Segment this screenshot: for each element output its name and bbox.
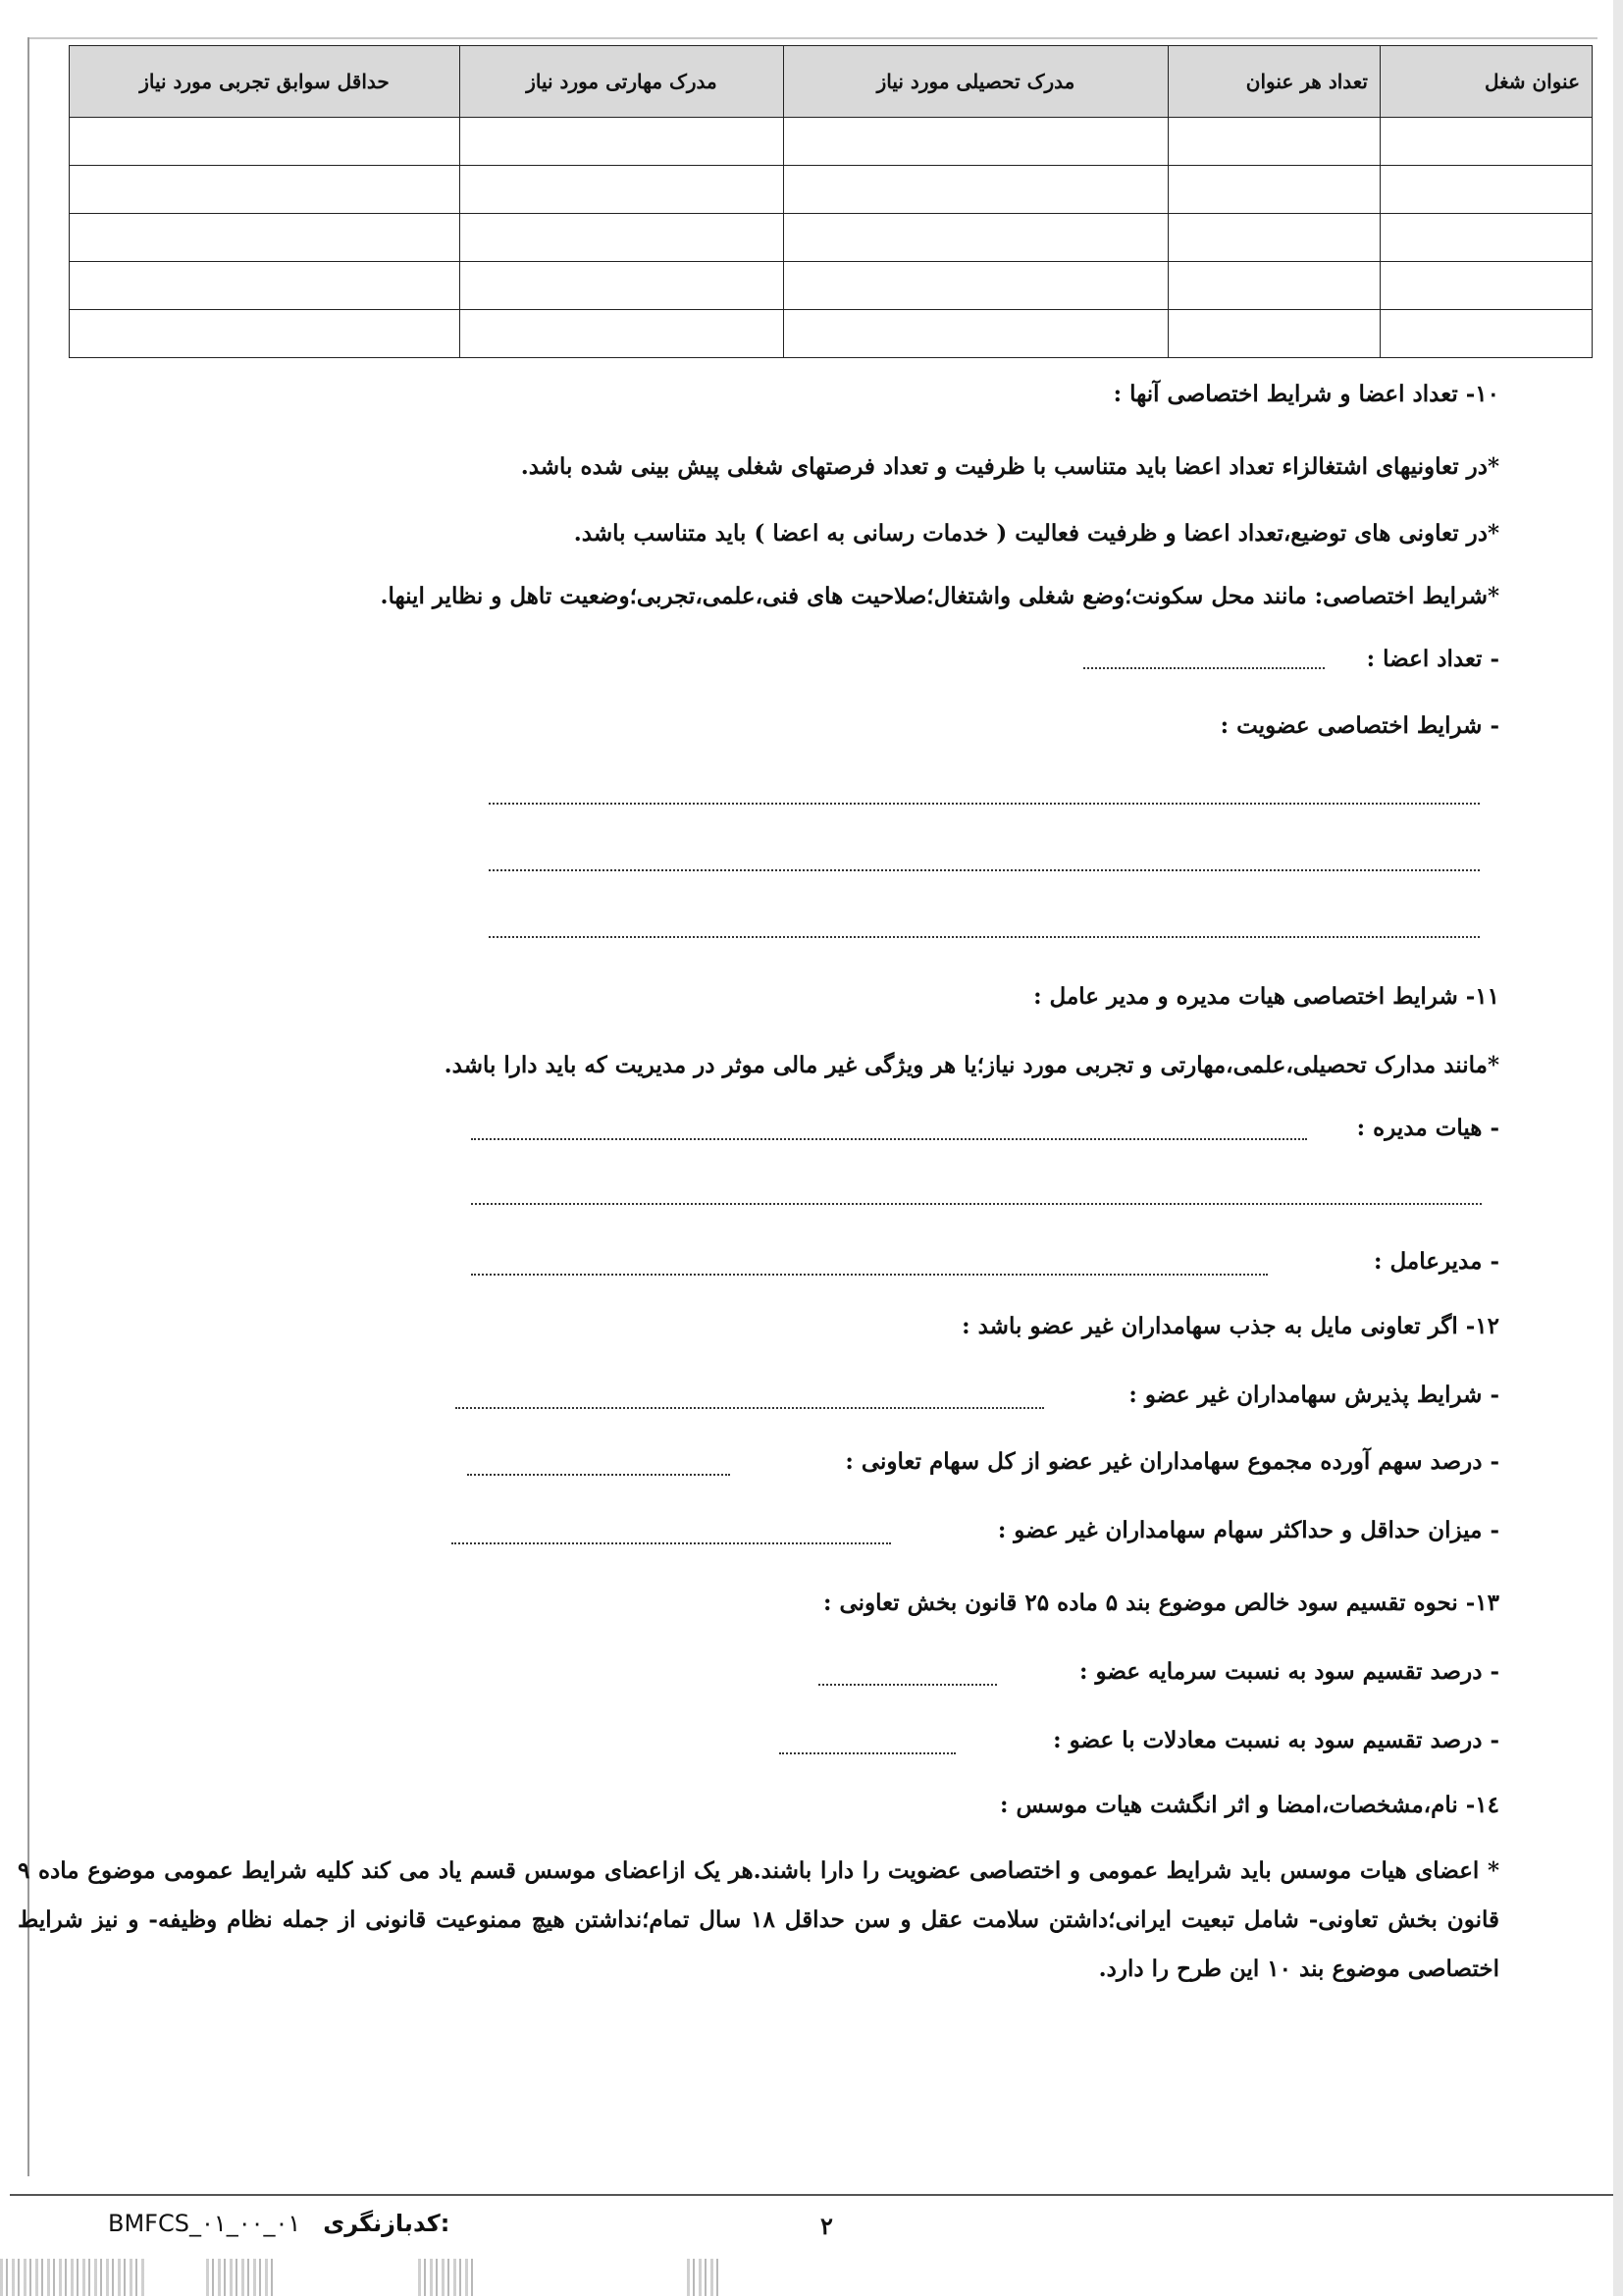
cell-skill[interactable] xyxy=(460,118,784,166)
cell-skill[interactable] xyxy=(460,166,784,214)
cell-experience[interactable] xyxy=(70,214,460,262)
cell-experience[interactable] xyxy=(70,310,460,358)
board-field-line-2[interactable] xyxy=(471,1203,1482,1205)
profit-by-transactions-field[interactable] xyxy=(779,1752,956,1754)
scan-artifact-mid-right xyxy=(687,2259,722,2296)
page-frame-top xyxy=(27,37,1597,39)
cell-education[interactable] xyxy=(784,214,1169,262)
board-label: - هیات مدیره : xyxy=(1356,1115,1499,1141)
revision-code-label: کدبازنگری: xyxy=(323,2210,450,2237)
scan-artifact-mid xyxy=(418,2259,477,2296)
membership-conditions-line-2[interactable] xyxy=(489,869,1480,871)
cell-count[interactable] xyxy=(1169,310,1381,358)
page-number: ۲ xyxy=(820,2212,833,2240)
cell-count[interactable] xyxy=(1169,262,1381,310)
table-row xyxy=(70,310,1593,358)
board-field[interactable] xyxy=(471,1138,1307,1140)
scan-artifact-left xyxy=(0,2259,147,2296)
cell-experience[interactable] xyxy=(70,118,460,166)
cell-education[interactable] xyxy=(784,262,1169,310)
revision-code xyxy=(108,2210,449,2237)
header-job-title: عنوان شغل xyxy=(1381,46,1593,118)
section-10-note-1: *در تعاونیهای اشتغالزاء تعداد اعضا باید متناسب با ظرفیت و تعداد فرصتهای شغلی پیش بینی شده باشد. xyxy=(520,453,1499,480)
section-10-note-2: *در تعاونی های توضیع،تعداد اعضا و ظرفیت فعالیت ( خدمات رسانی به اعضا ) باید متناسب باشد. xyxy=(573,520,1499,547)
profit-by-capital-label: - درصد تقسیم سود به نسبت سرمایه عضو : xyxy=(1079,1658,1499,1685)
table-row xyxy=(70,262,1593,310)
cell-skill[interactable] xyxy=(460,214,784,262)
table-row xyxy=(70,118,1593,166)
cell-education[interactable] xyxy=(784,118,1169,166)
header-min-experience: حداقل سوابق تجربی مورد نیاز xyxy=(70,46,460,118)
non-member-share-percent-field[interactable] xyxy=(467,1474,730,1476)
cell-count[interactable] xyxy=(1169,214,1381,262)
section-10-title: ۱۰- تعداد اعضا و شرایط اختصاصی آنها : xyxy=(1113,381,1499,407)
membership-conditions-line-3[interactable] xyxy=(489,936,1480,938)
non-member-min-max-field[interactable] xyxy=(451,1542,891,1544)
non-member-admission-field[interactable] xyxy=(455,1407,1044,1409)
footer-divider xyxy=(10,2194,1613,2196)
header-required-skill-certificate: مدرک مهارتی مورد نیاز xyxy=(460,46,784,118)
membership-conditions-label: - شرایط اختصاصی عضویت : xyxy=(1220,712,1499,739)
table-row xyxy=(70,166,1593,214)
section-10-note-3: *شرایط اختصاصی: مانند محل سکونت؛وضع شغلی واشتغال؛صلاحیت های فنی،علمی،تجربی؛وضعیت تاهل و نظایر اینها. xyxy=(380,583,1499,609)
non-member-share-percent-label: - درصد سهم آورده مجموع سهامداران غیر عضو از کل سهام تعاونی : xyxy=(845,1448,1499,1475)
cell-experience[interactable] xyxy=(70,166,460,214)
cell-job-title[interactable] xyxy=(1381,118,1593,166)
cell-skill[interactable] xyxy=(460,310,784,358)
revision-code-value: BMFCS_۰۱_۰۰_۰۱ xyxy=(108,2210,301,2237)
section-11-note: *مانند مدارک تحصیلی،علمی،مهارتی و تجربی مورد نیاز؛یا هر ویژگی غیر مالی موثر در مدیریت که باید دارا باشد. xyxy=(444,1052,1499,1078)
membership-conditions-line-1[interactable] xyxy=(489,803,1480,805)
cell-job-title[interactable] xyxy=(1381,262,1593,310)
scan-edge xyxy=(1613,0,1623,2296)
table-row xyxy=(70,214,1593,262)
header-count-per-title: تعداد هر عنوان xyxy=(1169,46,1381,118)
section-14-title: ۱٤- نام،مشخصات،امضا و اثر انگشت هیات موسس : xyxy=(1000,1792,1499,1818)
header-required-education: مدرک تحصیلی مورد نیاز xyxy=(784,46,1169,118)
cell-experience[interactable] xyxy=(70,262,460,310)
profit-by-capital-field[interactable] xyxy=(818,1684,997,1686)
table-header-row xyxy=(70,46,1593,118)
cell-education[interactable] xyxy=(784,310,1169,358)
non-member-admission-label: - شرایط پذیرش سهامداران غیر عضو : xyxy=(1128,1382,1499,1408)
cell-count[interactable] xyxy=(1169,118,1381,166)
cell-job-title[interactable] xyxy=(1381,214,1593,262)
section-12-title: ۱۲- اگر تعاونی مایل به جذب سهامداران غیر عضو باشد : xyxy=(962,1313,1499,1339)
ceo-field[interactable] xyxy=(471,1274,1268,1276)
ceo-label: - مدیرعامل : xyxy=(1373,1248,1499,1275)
cell-education[interactable] xyxy=(784,166,1169,214)
member-count-label: - تعداد اعضا : xyxy=(1366,646,1499,672)
cell-count[interactable] xyxy=(1169,166,1381,214)
cell-job-title[interactable] xyxy=(1381,166,1593,214)
cell-job-title[interactable] xyxy=(1381,310,1593,358)
scan-artifact-mid-left xyxy=(206,2259,275,2296)
non-member-min-max-label: - میزان حداقل و حداکثر سهام سهامداران غیر عضو : xyxy=(997,1517,1499,1543)
member-count-field[interactable] xyxy=(1083,667,1325,669)
section-11-title: ۱۱- شرایط اختصاصی هیات مدیره و مدیر عامل : xyxy=(1033,983,1499,1010)
founders-conditions-paragraph: * اعضای هیات موسس باید شرایط عمومی و اختصاصی عضویت را دارا باشند.هر یک ازاعضای موسس قسم یاد می کند کلیه شرایط عمومی موضوع ماده ۹ قانون بخش تعاونی- شامل تبعیت ایرانی؛داشتن سلامت عقل و سن حداقل ۱۸ سال تمام؛نداشتن هیچ ممنوعیت قانونی از جمله نظام وظیفه- و نیز شرایط اختصاصی موضوع بند ۱۰ این طرح را دارد. xyxy=(18,1857,1499,1982)
job-requirements-table xyxy=(69,45,1593,358)
cell-skill[interactable] xyxy=(460,262,784,310)
profit-by-transactions-label: - درصد تقسیم سود به نسبت معادلات با عضو : xyxy=(1053,1727,1499,1753)
section-13-title: ۱۳- نحوه تقسیم سود خالص موضوع بند ۵ ماده ۲۵ قانون بخش تعاونی : xyxy=(822,1590,1499,1616)
